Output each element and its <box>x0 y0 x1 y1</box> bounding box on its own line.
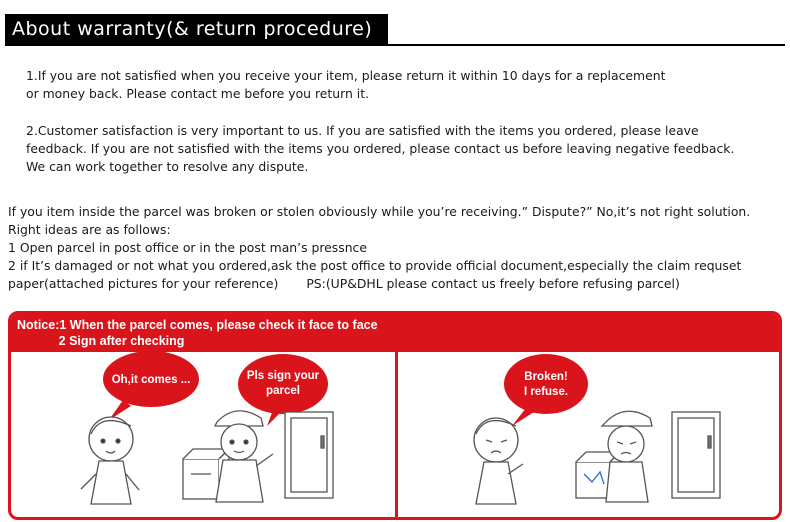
warranty-p1-line-1: 1.If you are not satisfied when you receive your item, please return it within 10 days for a replacement <box>26 68 666 83</box>
right-scene-illustration <box>398 314 782 520</box>
parcel-line-2: Right ideas are as follows: <box>8 222 171 237</box>
customer-speech-bubble-right <box>504 354 588 426</box>
warranty-p2-line-1: 2.Customer satisfaction is very important to us. If you are satisfied with the items you ordered, please leave <box>26 123 699 138</box>
notice-panel <box>8 311 782 520</box>
door-right <box>672 412 720 498</box>
refuse-bubble-line-1: Broken! <box>524 371 568 383</box>
notice-line-1: Notice:1 When the parcel comes, please check it face to face <box>17 318 378 332</box>
parcel-ps-note: PS:(UP&DHL please contact us freely before refusing parcel) <box>306 276 680 291</box>
refuse-bubble-line-2: I refuse. <box>523 386 569 398</box>
customer-speech-bubble-left <box>103 351 199 420</box>
parcel-line-5-text: paper(attached pictures for your reference) <box>8 276 279 291</box>
customer-bubble-text-left: Oh,it comes ... <box>111 374 191 386</box>
customer-figure-right <box>474 418 523 504</box>
warranty-paragraph-1 <box>26 67 665 103</box>
parcel-line-1: If you item inside the parcel was broken or stolen obviously while you’re receiving.” Dispute?” No,it’s not right solution. <box>8 204 751 219</box>
page-title: About warranty(& return procedure) <box>5 14 388 44</box>
warranty-p1-line-2: or money back. Please contact me before you return it. <box>26 86 370 101</box>
warranty-paragraph-2 <box>26 122 734 176</box>
postman-bubble-line-1: Pls sign your <box>246 370 320 382</box>
notice-line-2: 2 Sign after checking <box>17 334 185 348</box>
parcel-line-5 <box>8 275 750 293</box>
parcel-line-4: 2 if It’s damaged or not what you ordered,ask the post office to provide official document,especially the claim requset <box>8 258 742 273</box>
postman-bubble-line-2: parcel <box>266 385 300 397</box>
warranty-p2-line-2: feedback. If you are not satisfied with the items you ordered, please contact us before leaving negative feedback. <box>26 141 735 156</box>
customer-figure-left <box>81 417 139 504</box>
warranty-p2-line-3: We can work together to resolve any dispute. <box>26 159 309 174</box>
door-left <box>285 412 333 498</box>
parcel-line-3: 1 Open parcel in post office or in the post man’s pressnce <box>8 240 367 255</box>
parcel-instructions <box>8 203 750 293</box>
header-underline <box>5 44 785 46</box>
left-scene-illustration <box>11 314 395 520</box>
